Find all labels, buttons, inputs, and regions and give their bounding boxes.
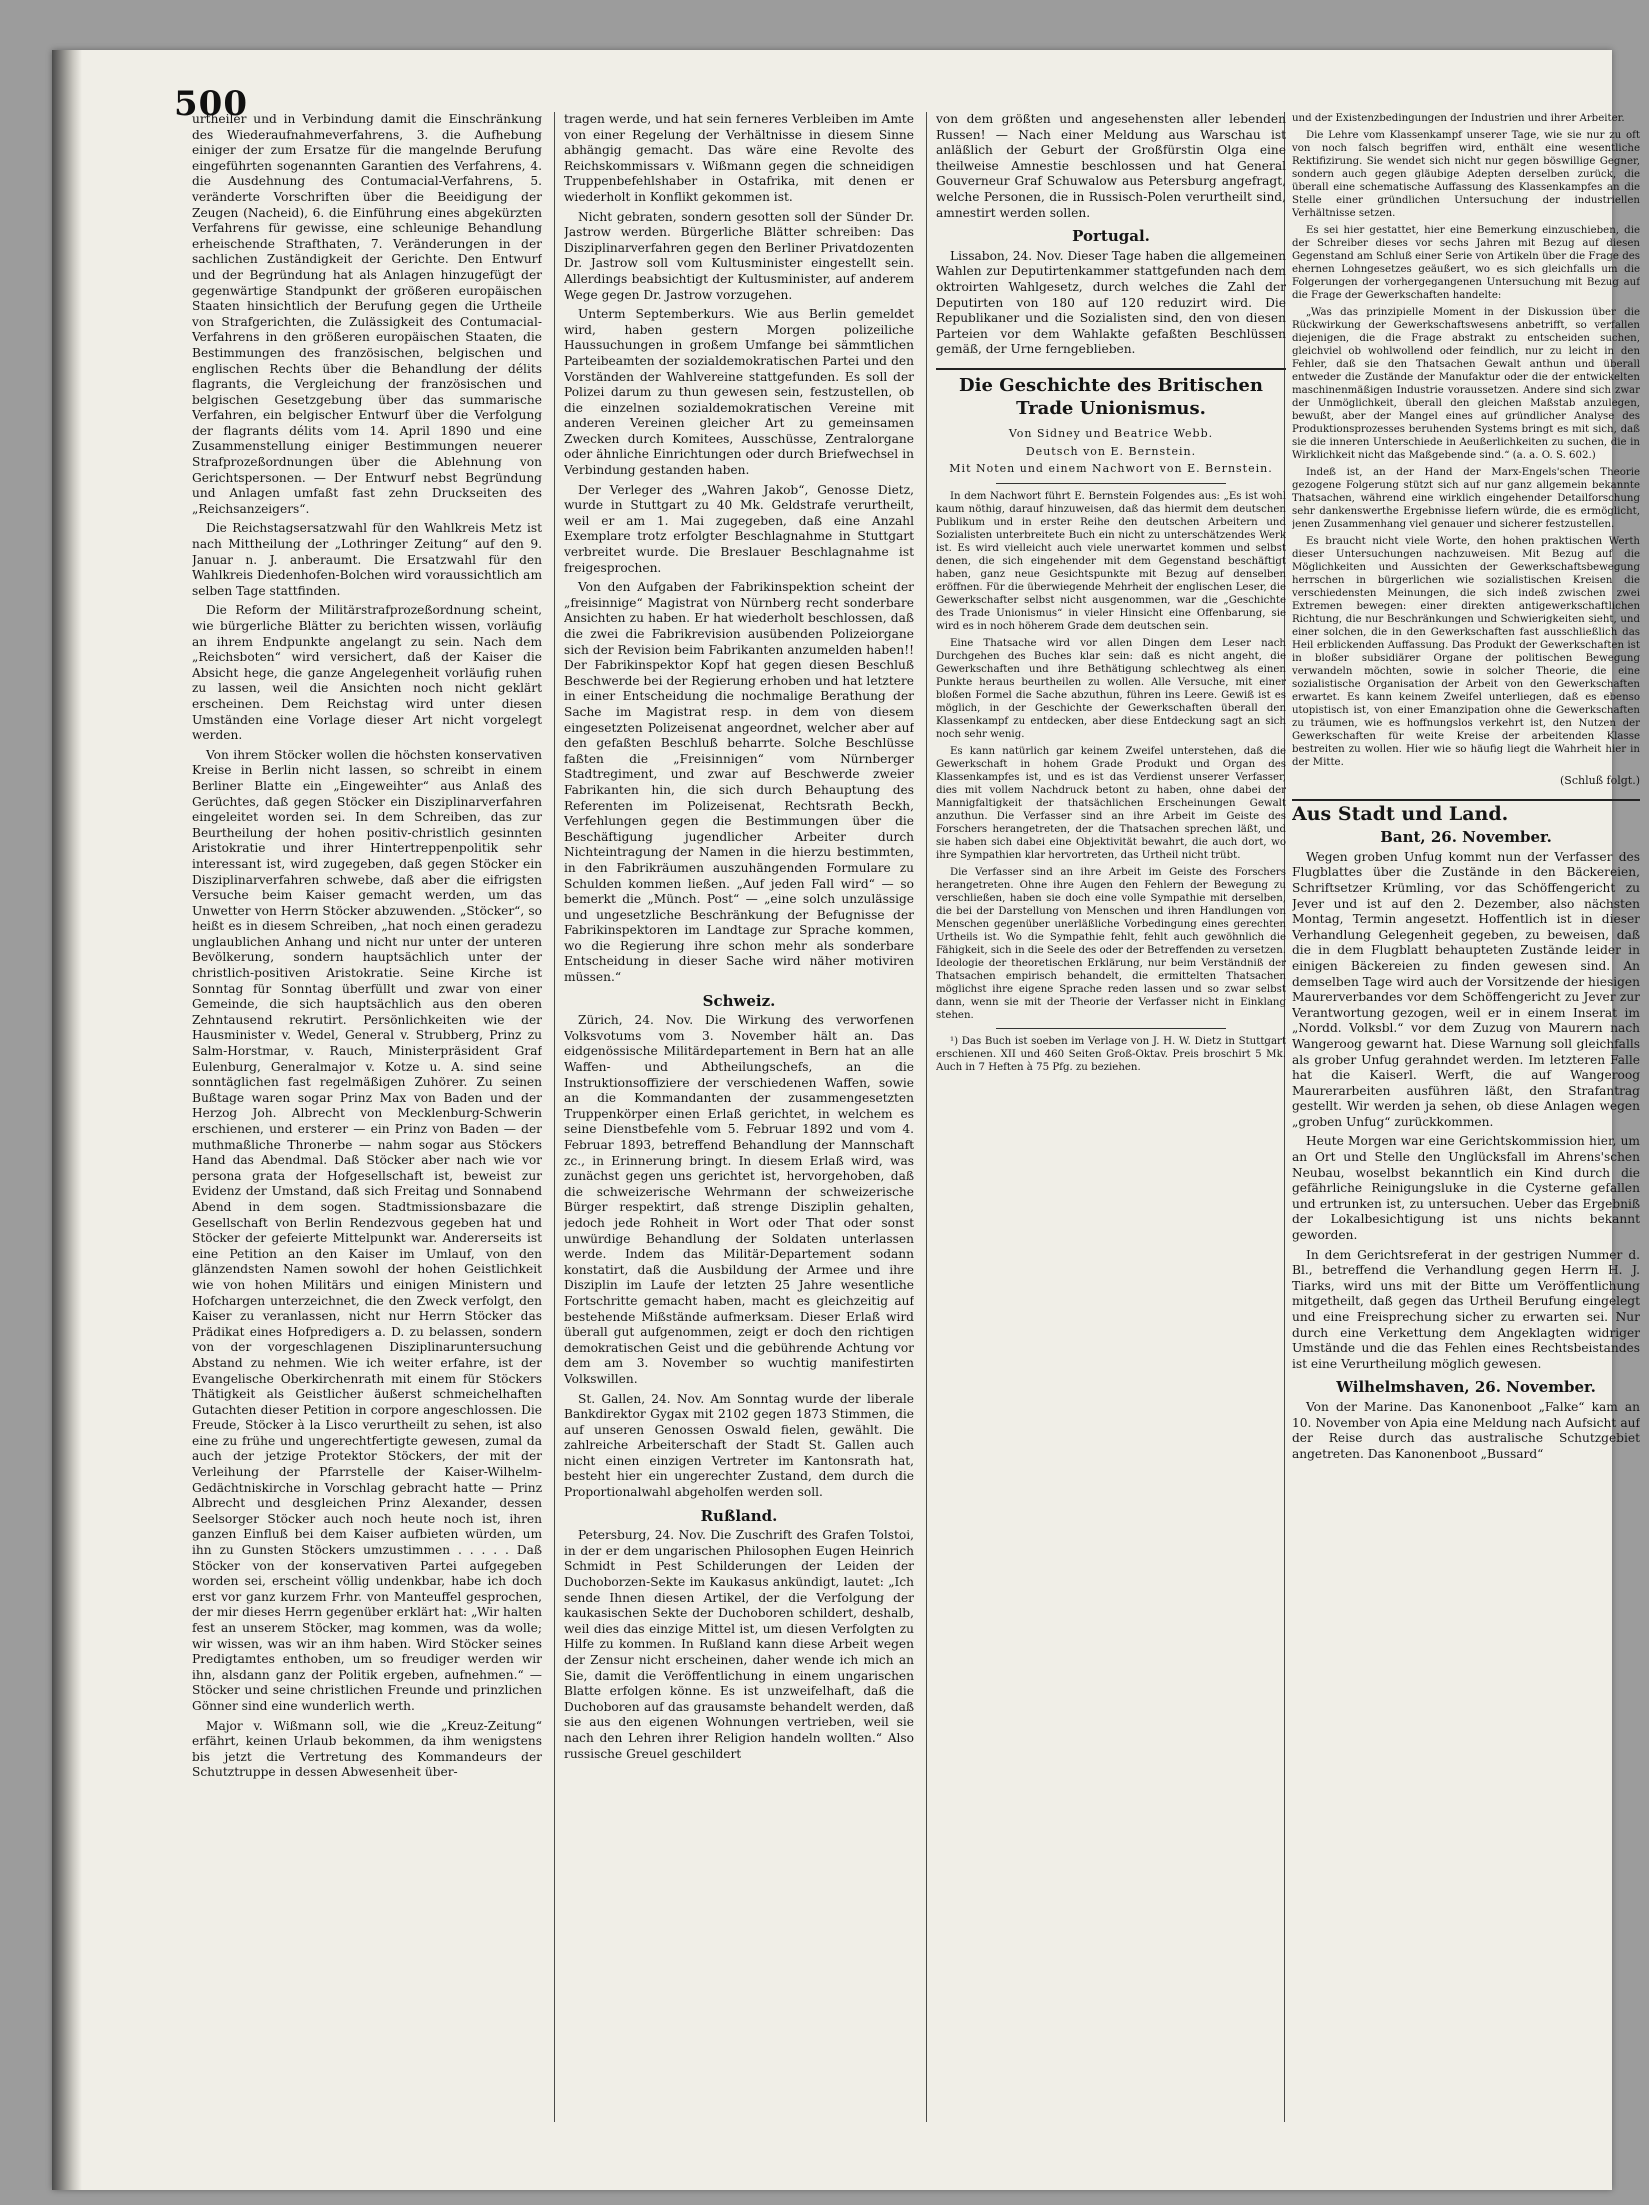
section-heading-russia: Rußland.: [700, 1506, 778, 1525]
feature-translator: Deutsch von E. Bernstein.: [1025, 444, 1197, 458]
column-1: [192, 112, 542, 2132]
section-heading-local: Aus Stadt und Land.: [1292, 799, 1640, 823]
article-text: Die Reichstagsersatzwahl für den Wahlkreis Metz ist nach Mittheilung der „Lothringer Zeitung“ auf den 9. Januar n. J. anberaumt. Die Ersatzwahl für den Wahlkreis Diedenhofen-Bolchen wird voraussichtlich am selben Tage stattfinden.: [192, 521, 542, 598]
section-heading-switzerland: Schweiz.: [702, 991, 776, 1010]
article-text: Petersburg, 24. Nov. Die Zuschrift des Grafen Tolstoi, in der er dem ungarischen Philosophen Eugen Heinrich Schmidt in Pest Schilderungen der Leiden der Duchoborzen-Sekte im Kaukasus ankündigt, lautet: „Ich sende Ihnen diesen Artikel, der die Verfolgung der kaukasischen Sekte der Duchoboren schildert, deshalb, weil dies das einzige Mittel ist, um diesen Verfolgten zu Hilfe zu kommen. In Rußland kann diese Arbeit wegen der Zensur nicht erscheinen, daher wende ich mich an Sie, damit die Veröffentlichung in einem ungarischen Blatte erfolgen könne. Es ist unzweifelhaft, daß die Duchoboren auf das grausamste behandelt werden, daß sie aus den eigenen Wohnungen vertrieben, weil sie nach den Lehren ihrer Religion handeln wollten.“ Also russische Greuel geschildert: [564, 1528, 914, 1761]
column-3: [936, 112, 1286, 2132]
article-text: urtheiler und in Verbindung damit die Einschränkung des Wiederaufnahmeverfahrens, 3. die Aufhebung einiger der zum Ersatze für die mangelnde Berufung eingeführten sogenannten Garantien des Verfahrens, 4. die Ausdehnung des Contumacial-Verfahrens, 5. veränderte Vorschriften über die Beeidigung der Zeugen (Nacheid), 6. die Einführung eines abgekürzten Verfahrens für gewisse, eine schleunige Behandlung erheischende Strafthaten, 7. Veränderungen in der sachlichen Zuständigkeit der Gerichte. Den Entwurf und der Begründung hat als Anlagen hinzugefügt der gegenwärtige Standpunkt der größeren europäischen Staaten hinsichtlich der Berufung gegen die Urtheile von Strafgerichten, die Zulässigkeit des Contumacial-Verfahrens in den größeren europäischen Staaten, die Bestimmungen des französischen, belgischen und englischen Rechts über die Behandlung der délits flagrants, die Vergleichung der französischen und belgischen Gesetzgebung über das summarische Verfahren, ein belgischer Entwurf über die Verfolgung der flagrants délits vom 14. April 1890 und eine Zusammenstellung einiger Bestimmungen neuerer Strafprozeßordnungen über die Ablehnung von Gerichtspersonen. — Der Entwurf nebst Begründung und Anlagen umfaßt fast zehn Druckseiten des „Reichsanzeigers“.: [192, 112, 542, 516]
feature-note: Mit Noten und einem Nachwort von E. Bernstein.: [949, 462, 1273, 476]
dateline: Wilhelmshaven, 26. November.: [1336, 1378, 1596, 1397]
column-rule: [554, 112, 555, 2122]
footnote: ¹) Das Buch ist soeben im Verlage von J. H. W. Dietz in Stuttgart erschienen. XII und 460 Seiten Groß-Oktav. Preis broschirt 5 Mk. Auch in 7 Heften à 75 Pfg. zu beziehen.: [936, 1035, 1286, 1073]
article-text: tragen werde, und hat sein ferneres Verbleiben im Amte von einer Regelung der Verhältnisse in diesem Sinne abhängig gemacht. Das wäre eine Revolte des Reichskommissars v. Wißmann gegen die schneidigen Truppenbefehlshaber in Ostafrika, mit denen er wiederholt in Konflikt gekommen ist.: [564, 112, 914, 204]
feature-text: Die Verfasser sind an ihre Arbeit im Geiste des Forschers herangetreten. Ohne ihre Augen den Fehlern der Bewegung zu verschließen, haben sie doch eine volle Sympathie mit derselben, die bei der Darstellung von Menschen und ihren Handlungen von Menschen gegenüber unerläßliche Vorbedingung eines gerechten Urtheils ist. Wo die Sympathie fehlt, fehlt auch gewöhnlich die Fähigkeit, sich in die Seele des oder der Betreffenden zu versetzen. Ideologie der theoretischen Erklärung, nur beim Verständniß der Thatsachen empirisch behandelt, die ermittelten Thatsachen möglichst ihre eigene Sprache reden lassen und so zwar selbst dann, wenn sie mit der Theorie der Verfasser nicht in Einklang stehen.: [936, 866, 1286, 1021]
feature-text: Es kann natürlich gar keinem Zweifel unterstehen, daß die Gewerkschaft in hohem Grade Produkt und Organ des Klassenkampfes ist, und es ist das Verdienst unserer Verfasser, dies mit vollem Nachdruck betont zu haben, ohne dabei der Mannigfaltigkeit der thatsächlichen Erscheinungen Gewalt anzuthun. Die Verfasser sind an ihre Arbeit im Geiste des Forschers herangetreten, der die Thatsachen sprechen läßt, und sie haben sich dabei eine Objektivität bewahrt, die auch dort, wo ihre Sympathien klar hervortreten, das Urtheil nicht trübt.: [936, 745, 1286, 861]
article-text: Die Reform der Militärstrafprozeßordnung scheint, wie bürgerliche Blätter zu berichten wissen, vorläufig an ihrem Endpunkte angelangt zu sein. Nach dem „Reichsboten“ wird versichert, daß der Kaiser die Absicht hege, die ganze Angelegenheit vorläufig ruhen zu lassen, weil die Ansichten noch nicht geklärt erscheinen. Dem Reichstag wird unter diesen Umständen eine Vorlage dieser Art nicht vorgelegt werden.: [192, 603, 542, 743]
feature-text: und der Existenzbedingungen der Industrien und ihrer Arbeiter.: [1292, 113, 1625, 124]
feature-text: In dem Nachwort führt E. Bernstein Folgendes aus: „Es ist wohl kaum nöthig, darauf hinzuweisen, daß das hiermit dem deutschen Publikum und in erster Reihe den deutschen Arbeitern und Sozialisten unterbreitete Buch ein nicht zu unterschätzendes Werk ist. Es wird vielleicht auch viele unerwartet kommen und selbst denen, die sich eingehender mit dem Gegenstand beschäftigt haben, ganz neue Gesichtspunkte mit Bezug auf denselben eröffnen. Für die überwiegende Mehrheit der englischen Leser, die Gewerkschafter selbst nicht ausgenommen, war die „Geschichte des Trade Unionismus“ in vieler Hinsicht eine Offenbarung, sie wird es in noch höherem Grade dem deutschen sein.: [936, 490, 1286, 632]
binding-shadow: [52, 50, 82, 2190]
article-text: Zürich, 24. Nov. Die Wirkung des verworfenen Volksvotums vom 3. November hält an. Das eidgenössische Militärdepartement in Bern hat an alle Waffen- und Abtheilungschefs, an die Instruktionsoffiziere der verschiedenen Waffen, sowie an die Kommandanten der zusammengesetzten Truppenkörper einen Erlaß gerichtet, in welchem es seine Dienstbefehle vom 5. Februar 1892 und vom 4. Februar 1893, betreffend Behandlung der Mannschaft zc., in Erinnerung bringt. In diesem Erlaß wird, was zunächst gegen uns gerichtet ist, hervorgehoben, daß die schweizerische Wehrmann der schweizerische Bürger respektirt, daß strenge Disziplin gehalten, jedoch jede Rohheit in Wort oder That oder sonst unwürdige Behandlung der Soldaten unterlassen werde. Indem das Militär-Departement sodann konstatirt, daß die Ausbildung der Armee und ihre Disziplin im Laufe der letzten 25 Jahre wesentliche Fortschritte gemacht haben, macht es gleichzeitig auf bestehende Mißstände aufmerksam. Dieser Erlaß wird überall gut aufgenommen, zeigt er doch den richtigen demokratischen Geist und die gebührende Achtung vor dem am 3. November so wuchtig manifestirten Volkswillen.: [564, 1013, 914, 1386]
column-rule: [926, 112, 927, 2122]
feature-text: Es braucht nicht viele Worte, den hohen praktischen Werth dieser Untersuchungen nachzuweisen. Mit Bezug auf die Möglichkeiten und Aussichten der Gewerkschaftsbewegung herrschen in bürgerlichen wie sozialistischen Kreisen die verschiedensten Meinungen, die sich indeß zwischen zwei Extremen bewegen: einer direkten antigewerkschaftlichen Richtung, die nur Beschränkungen und Schwierigkeiten sieht, und einer solchen, die in den Gewerkschaften fast ausschließlich das Heil erblickenden Auffassung. Das Produkt der Gewerkschaften ist in bloßer subsidiärer Organe der politischen Bewegung verwandeln möchten, sowie in solcher Theorie, die eine sozialistische Organisation der Arbeit von den Gewerkschaften erwartet. Es kann keinem Zweifel unterliegen, daß es ebenso utopistisch ist, von einer Emanzipation ohne die Gewerkschaften zu träumen, wie es hoffnungslos verkehrt ist, den Nutzen der Gewerkschaften für weite Kreise der arbeitenden Klasse bestreiten zu wollen. Hier wie so häufig liegt die Wahrheit hier in der Mitte.: [1292, 536, 1640, 768]
feature-text: Indeß ist, an der Hand der Marx-Engels'schen Theorie gezogene Folgerung stützt sich auf nur ganz allgemein bekannte Thatsachen, während eine wirklich eingehender Detailforschung sehr dankenswerthe Ergebnisse liefern würde, die es ermöglicht, jenen Zusammenhang viel genauer und sicherer festzustellen.: [1292, 467, 1640, 530]
article-text: Von den Aufgaben der Fabrikinspektion scheint der „freisinnige“ Magistrat von Nürnberg recht sonderbare Ansichten zu haben. Er hat wiederholt beschlossen, daß die zwei die Fabrikrevision ausübenden Polizeiorgane sich der Revision beim Fabrikanten anzumelden haben!! Der Fabrikinspektor Kopf hat gegen diesen Beschluß Beschwerde bei der Regierung erhoben und hat letztere in einer Entscheidung die nochmalige Berathung der Sache im Magistrat resp. in dem von diesem eingesetzten Polizeisenat angeordnet, welcher aber auf den gefaßten Beschluß beharrte. Solche Beschlüsse faßten die „Freisinnigen“ vom Nürnberger Stadtregiment, und zwar auf Beschwerde zweier Fabrikanten hin, die sich durch Behauptung des Referenten im Polizeisenat, Rechtsrath Beckh, Verfehlungen gegen die Bestimmungen über die Beschäftigung jugendlicher Arbeiter durch Nichteintragung der Namen in die hierzu bestimmten, in den Fabrikräumen auszuhängenden Formulare zu Schulden kommen ließen. „Auf jeden Fall wird“ — so bemerkt die „Münch. Post“ — „eine solch unzulässige und ungesetzliche Beschränkung der Befugnisse der Fabrikinspektoren im Landtage zur Sprache kommen, wo die Regierung ihre schon mehr als sonderbare Entscheidung in dieser Sache wird näher motiviren müssen.“: [564, 580, 914, 985]
article-text: St. Gallen, 24. Nov. Am Sonntag wurde der liberale Bankdirektor Gygax mit 2102 gegen 1873 Stimmen, die auf unseren Genossen Oswald fielen, gewählt. Die zahlreiche Arbeiterschaft der Stadt St. Gallen auch nicht einen einzigen Vertreter im Kantonsrath hat, besteht hier ein ungerechter Zustand, dem durch die Proportionalwahl abgeholfen werden soll.: [564, 1391, 914, 1500]
feature-text: Die Lehre vom Klassenkampf unserer Tage, wie sie nur zu oft von noch falsch begriffen wird, enthält eine wesentliche Rektifizirung. Sie wendet sich nicht nur gegen böswillige Gegner, sondern auch gegen gläubige Adepten derselben zurück, die überall eine schematische Auffassung des Klassenkampfes an die Stelle einer gründlichen Untersuchung der industriellen Verhältnisse setzen.: [1292, 130, 1640, 219]
article-text: Heute Morgen war eine Gerichtskommission hier, um an Ort und Stelle den Unglücksfall im Ahrens'schen Neubau, woselbst bekanntlich ein Kind durch die gefährliche Reinigungsluke in die Cysterne gefallen und ertrunken ist, zu untersuchen. Ueber das Ergebniß der Lokalbesichtigung ist uns nichts bekannt geworden.: [1292, 1134, 1640, 1243]
continued-note: (Schluß folgt.): [1560, 774, 1640, 787]
article-text: von dem größten und angesehensten aller lebenden Russen! — Nach einer Meldung aus Warschau ist anläßlich der Geburt der Großfürstin Olga eine theilweise Amnestie beschlossen und hat General Gouverneur Graf Schuwalow aus Petersburg angefragt, welche Personen, die in Russisch-Polen verurtheilt sind, amnestirt werden sollen.: [936, 112, 1286, 220]
feature-author: Von Sidney und Beatrice Webb.: [1008, 426, 1214, 440]
article-text: Nicht gebraten, sondern gesotten soll der Sünder Dr. Jastrow werden. Bürgerliche Blätter schreiben: Das Disziplinarverfahren gegen den Berliner Privatdozenten Dr. Jastrow soll vom Kultusminister eingestellt sein. Allerdings beabsichtigt der Kultusminister, auf anderem Wege gegen Dr. Jastrow vorzugehen.: [564, 209, 914, 302]
feature-text: Eine Thatsache wird vor allen Dingen dem Leser nach Durchgehen des Buches klar sein: daß es nicht angeht, die Gewerkschaften und ihre Bethätigung schlechtweg als einen Punkte heraus beurtheilen zu wollen. Alle Versuche, mit einer bloßen Formel die Sache abzuthun, führen ins Leere. Gewiß ist es möglich, in der Geschichte der Gewerkschaften überall den Klassenkampf zu entdecken, aber diese Entdeckung sagt an sich noch sehr wenig.: [936, 637, 1286, 740]
article-text: Der Verleger des „Wahren Jakob“, Genosse Dietz, wurde in Stuttgart zu 40 Mk. Geldstrafe verurtheilt, weil er am 1. Mai zugegeben, daß eine Anzahl Exemplare trotz erfolgter Beschlagnahme in Stuttgart verbreitet wurde. Die Breslauer Beschlagnahme ist freigesprochen.: [564, 482, 914, 575]
article-text: Wegen groben Unfug kommt nun der Verfasser des Flugblattes über die Zustände in den Bäckereien, Schriftsetzer Krümling, vor das Schöffengericht zu Jever und ist auf den 2. Dezember, also nächsten Montag, Termin angesetzt. Hoffentlich ist in dieser Verhandlung Gelegenheit gegeben, zu beweisen, daß die in dem Flugblatt behaupteten Zustände leider in einigen Bäckereien zu finden gewesen sind. An demselben Tage wird auch der Vorsitzende der hiesigen Maurerverbandes vor dem Schöffengericht zu Jever zur Verantwortung gezogen, weil er in einem Inserat im „Nordd. Volksbl.“ vor dem Zuzug von Maurern nach Wangeroog gewarnt hat. Diese Warnung soll gleichfalls als grober Unfug gerahndet werden. Im letzteren Falle hat die Kaiserl. Werft, die auf Wangeroog Maurerarbeiten ausführen läßt, den Strafantrag gestellt. Wir werden ja sehen, ob diese Anlagen wegen „groben Unfug“ zurückkommen.: [1292, 849, 1640, 1129]
article-text: Major v. Wißmann soll, wie die „Kreuz-Zeitung“ erfährt, keinen Urlaub bekommen, da ihm wenigstens bis jetzt die Vertretung des Kommandeurs der Schutztruppe in dessen Abwesenheit über-: [192, 1718, 542, 1780]
feature-title: Die Geschichte des Britischen Trade Unionismus.: [936, 368, 1286, 420]
divider: [996, 1028, 1226, 1029]
column-2: [564, 112, 914, 2132]
article-text: Unterm Septemberkurs. Wie aus Berlin gemeldet wird, haben gestern Morgen polizeiliche Haussuchungen in großem Umfange bei sämmtlichen Parteibeamten der sozialdemokratischen Partei und den Vorständen der Wahlvereine stattgefunden. Es soll der Polizei darum zu thun gewesen sein, festzustellen, ob die einzelnen sozialdemokratischen Vereine mit anderen Vereinen gleicher Art zu gemeinsamen Zwecken durch Komitees, Ausschüsse, Zentralorgane oder ähnliche Einrichtungen oder durch Briefwechsel in Verbindung gestanden haben.: [564, 307, 914, 478]
article-text: Lissabon, 24. Nov. Dieser Tage haben die allgemeinen Wahlen zur Deputirtenkammer stattgefunden nach dem oktroirten Wahlgesetz, durch welches die Zahl der Deputirten von 180 auf 120 reduzirt wird. Die Republikaner und die Sozialisten sind, den von diesen Parteien vor dem Wahlakte gefaßten Beschlüssen gemäß, der Urne ferngeblieben.: [936, 248, 1286, 357]
page-number: 500: [174, 84, 248, 124]
dateline: Bant, 26. November.: [1380, 828, 1552, 847]
column-4: [1292, 112, 1640, 2132]
divider: [996, 483, 1226, 484]
newspaper-page: [52, 50, 1640, 2190]
article-text: Von ihrem Stöcker wollen die höchsten konservativen Kreise in Berlin nicht lassen, so schreibt in einem Berliner Blatte ein „Eingeweihter“ aus Anlaß des Gerüchtes, daß gegen Stöcker ein Disziplinarverfahren eingeleitet worden sei. In dem Schreiben, das zur Beurtheilung der hohen positiv-christlich gesinnten Aristokratie und ihrer Hintertreppenpolitik sehr interessant ist, wird zugegeben, daß gegen Stöcker ein Disziplinarverfahren schwebe, daß aber die eifrigsten Versuche beim Kaiser gemacht werden, um das Unwetter von Herrn Stöcker abzuwenden. „Stöcker“, so heißt es in diesem Schreiben, „hat noch einen geradezu unglaublichen Anhang und nicht nur unter der unteren Bevölkerung, sondern hauptsächlich unter der christlich-positiven Aristokratie. Seine Kirche ist Sonntag für Sonntag überfüllt und zwar von einer Gemeinde, die sich hauptsächlich aus den oberen Zehntausend rekrutirt. Persönlichkeiten wie der Hausminister v. Wedel, General v. Strubberg, Prinz zu Salm-Horstmar, v. Rauch, Ministerpräsident Graf Eulenburg, Generalmajor v. Kotze u. A. sind seine sonntäglichen fast regelmäßigen Zuhörer. Zu seinen Bußtage waren sogar Prinz Max von Baden und der Herzog Joh. Albrecht von Mecklenburg-Schwerin erschienen, und ersterer — ein Prinz von Baden — der muthmaßliche Thronerbe — nahm sogar aus Stöckers Hand das Abendmal. Daß Stöcker aber nach wie vor persona grata der Hofgesellschaft ist, beweist zur Evidenz der Umstand, daß sich Freitag und Sonnabend Abend in dem sogen. Stadtmissionsbazare die Gesellschaft von Berlin Rendezvous gegeben hat und Stöcker der gefeierte Mittelpunkt war. Andererseits ist eine Petition an den Kaiser im Umlauf, von den glänzendsten Namen sowohl der hohen Geistlichkeit wie von hohen Militärs und einigen Ministern und Hofchargen unterzeichnet, die den Zweck verfolgt, den Kaiser zu veranlassen, nicht nur Herrn Stöcker das Prädikat eines Hofpredigers a. D. zu belassen, sondern von der vorgeschlagenen Disziplinaruntersuchung Abstand zu nehmen. Wie ich weiter erfahre, ist der Evangelische Oberkirchenrath mit einem für Stöckers Thätigkeit als Geistlicher äußerst schmeichelhaften Gutachten dieser Petition in corpore angeschlossen. Die Freude, Stöcker à la Lisco verurtheilt zu sehen, ist also eine zu frühe und ungerechtfertigte gewesen, zumal da auch der jetzige Protektor Stöckers, der mit der Verleihung der Pfarrstelle der Kaiser-Wilhelm-Gedächtniskirche in Vorschlag gebracht hatte — Prinz Albrecht und desgleichen Prinz Alexander, dessen Seelsorger Stöcker auch noch heute noch ist, ihren ganzen Einfluß bei dem Kaiser aufbieten würden, um ihn zu Gunsten Stöckers umzustimmen . . . . . Daß Stöcker von der konservativen Partei aufgegeben worden sei, erscheint völlig undenkbar, habe ich doch erst vor ganz kurzem Frhr. von Manteuffel gesprochen, der mir dieses Herrn gegenüber erklärt hat: „Wir halten fest an unserem Stöcker, mag kommen, was da wolle; wir wissen, was wir an ihm haben. Wird Stöcker seines Predigtamtes enthoben, um so freudiger werden wir ihn, alsdann ganz der Politik ergeben, aufnehmen.“ — Stöcker und seine christlichen Freunde und prinzlichen Gönner sind eine wunderlich werth.: [192, 747, 542, 1713]
section-heading-portugal: Portugal.: [1072, 227, 1150, 246]
feature-text: „Was das prinzipielle Moment in der Diskussion über die Rückwirkung der Gewerkschaftswesens anbetrifft, so verfallen diejenigen, die die Frage abstrakt zu entscheiden suchen, gleichviel ob wohlwollend oder feindlich, nur zu leicht in den Fehler, daß sie den Thatsachen Gewalt anthun und überall entweder die Zustände der Manufaktur oder die der entwickelten maschinenmäßigen Industrie voraussetzen. Andere sind sich zwar der Unmöglichkeit, überall den gleichen Maßstab anzulegen, bewußt, aber der Mangel eines auf gründlicher Analyse des Produktionsprozesses beruhenden Systems bringt es mit sich, daß sie die inneren Unterschiede in Aeußerlichkeiten zu suchen, die in Wirklichkeit nicht das Maßgebende sind.“ (a. a. O. S. 602.): [1292, 307, 1640, 461]
article-text: In dem Gerichtsreferat in der gestrigen Nummer d. Bl., betreffend die Verhandlung gegen Herrn H. J. Tiarks, wird uns mit der Bitte um Veröffentlichung mitgetheilt, daß gegen das Urtheil Berufung eingelegt und eine Freisprechung sicher zu erwarten sei. Nur durch eine Verkettung dem Angeklagten widriger Umstände und die das Fehlen eines Rechtsbeistandes ist eine Verurtheilung möglich gewesen.: [1292, 1247, 1640, 1371]
article-text: Von der Marine. Das Kanonenboot „Falke“ kam an 10. November von Apia eine Meldung nach Aufsicht auf der Reise durch das australische Schutzgebiet angetreten. Das Kanonenboot „Bussard“: [1292, 1399, 1640, 1461]
feature-text: Es sei hier gestattet, hier eine Bemerkung einzuschieben, die der Schreiber dieses vor sechs Jahren mit Bezug auf diesen Gegenstand am Schluß einer Serie von Artikeln über die Frage des ehernen Lohngesetzes geäußert, wo es sich gleichfalls um die Folgerungen der vorhergegangenen Untersuchung mit Bezug auf die Frage der Gewerkschaften handelte:: [1292, 225, 1640, 301]
